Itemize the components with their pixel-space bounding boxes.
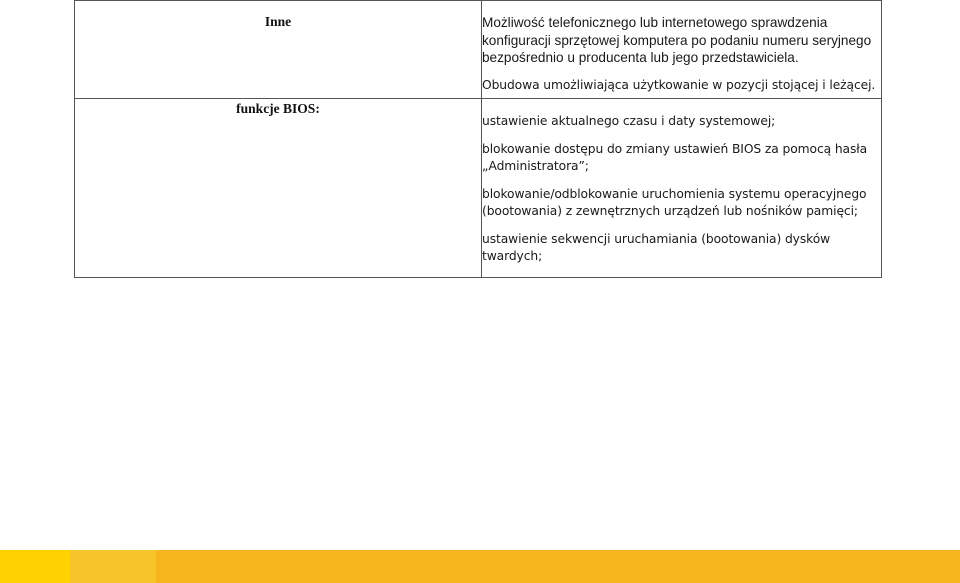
paragraph: blokowanie/odblokowanie uruchomienia systemu operacyjnego (bootowania) z zewnętrznych urządzeń lub nośników pamięci;	[482, 186, 867, 218]
paragraph: Możliwość telefonicznego lub internetowego sprawdzenia konfiguracji sprzętowej komputera po podaniu numeru seryjnego bezpośrednio u producenta lub jego przedstawiciela.	[482, 15, 872, 65]
paragraph: ustawienie aktualnego czasu i daty systemowej;	[482, 114, 776, 128]
paragraph: blokowanie dostępu do zmiany ustawień BIOS za pomocą hasła „Administratora”;	[482, 141, 868, 173]
label-cell	[75, 1, 482, 99]
value-cell	[482, 1, 882, 99]
row-label: funkcje BIOS:	[236, 101, 320, 116]
table-row-bios	[75, 99, 882, 278]
table-row-inne	[75, 1, 882, 99]
label-cell	[75, 99, 482, 278]
footer-accent	[0, 550, 70, 583]
row-label: Inne	[264, 14, 292, 29]
value-cell	[482, 99, 882, 278]
footer-accent-secondary	[70, 550, 156, 583]
paragraph: Obudowa umożliwiająca użytkowanie w pozycji stojącej i leżącej.	[482, 77, 876, 92]
paragraph: ustawienie sekwencji uruchamiania (bootowania) dysków twardych;	[482, 231, 831, 263]
specification-table	[74, 0, 882, 278]
footer-bar	[0, 550, 960, 583]
